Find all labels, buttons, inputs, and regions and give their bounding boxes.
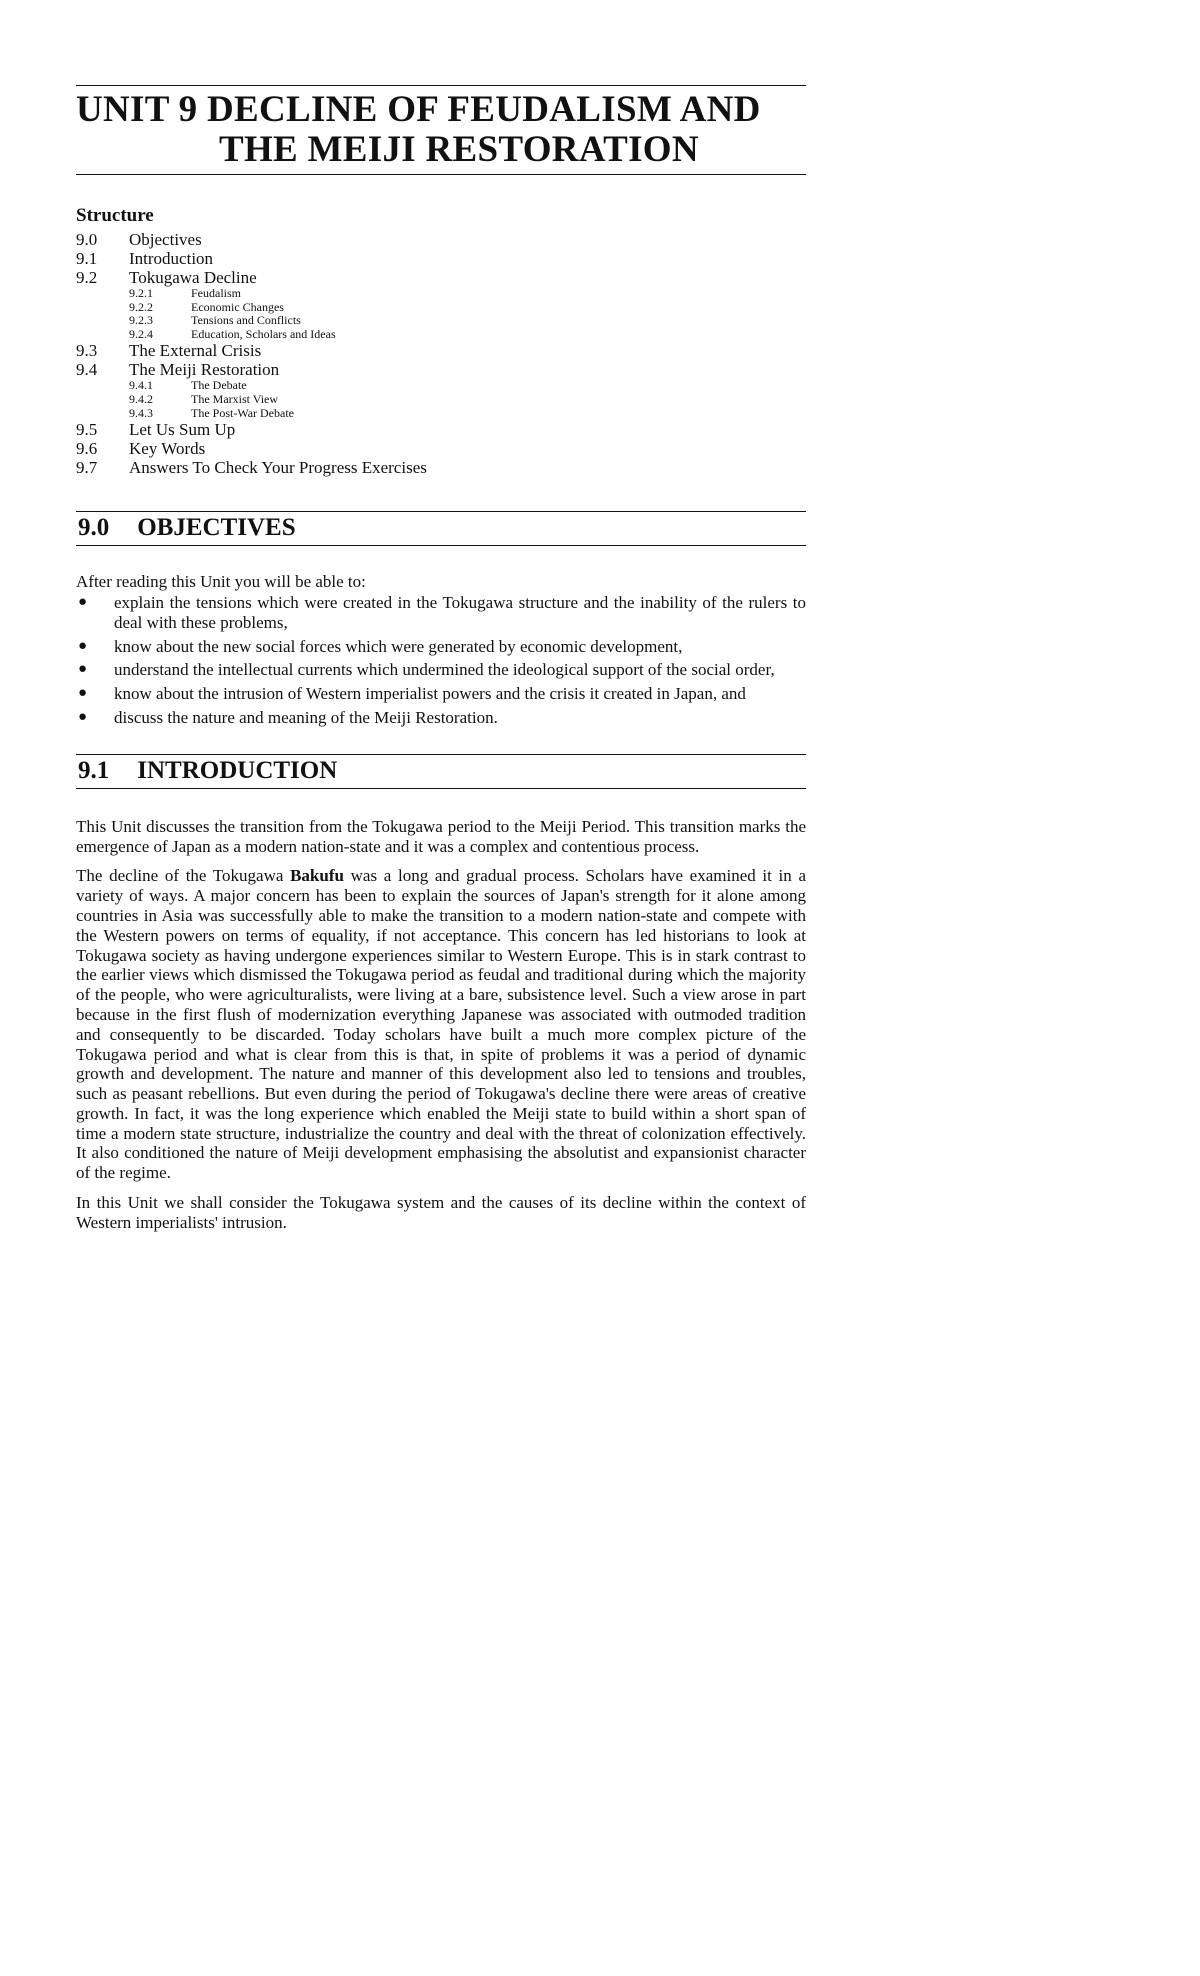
objective-text: understand the intellectual currents which undermined the ideological support of the social order, bbox=[114, 660, 775, 680]
toc-subitem bbox=[76, 301, 806, 315]
paragraph: In this Unit we shall consider the Tokugawa system and the causes of its decline within the context of Western imperialists' intrusion. bbox=[76, 1193, 806, 1232]
objectives-list bbox=[76, 593, 806, 728]
unit-title bbox=[76, 90, 806, 170]
toc-item bbox=[76, 341, 806, 360]
toc-subnum: 9.2.2 bbox=[129, 299, 153, 314]
toc-sublabel: Education, Scholars and Ideas bbox=[191, 326, 336, 341]
bold-term: Bakufu bbox=[290, 866, 344, 886]
toc-label: The External Crisis bbox=[129, 341, 262, 361]
list-item bbox=[76, 708, 806, 728]
paragraph: This Unit discusses the transition from the Tokugawa period to the Meiji Period. This transition marks the emergence of Japan as a modern nation-state and it was a complex and contentious process. bbox=[76, 816, 806, 856]
toc-label: Key Words bbox=[129, 439, 206, 459]
objective-text: know about the new social forces which were generated by economic development, bbox=[114, 636, 683, 656]
toc-num: 9.7 bbox=[76, 458, 98, 478]
bullet-icon: ● bbox=[78, 661, 88, 678]
title-top-rule bbox=[76, 85, 806, 86]
toc-label: Let Us Sum Up bbox=[129, 420, 236, 440]
list-item bbox=[76, 637, 806, 657]
toc-sublabel: Economic Changes bbox=[191, 299, 284, 314]
toc-item bbox=[76, 360, 806, 379]
toc-subitem bbox=[76, 328, 806, 342]
toc-sublabel: Tensions and Conflicts bbox=[191, 313, 301, 328]
toc-subnum: 9.2.1 bbox=[129, 286, 153, 300]
unit-title-line2: THE MEIJI RESTORATION bbox=[219, 129, 699, 170]
introduction-bottom-rule bbox=[76, 788, 806, 789]
paragraph-text: The decline of the Tokugawa bbox=[76, 866, 291, 886]
toc-subnum: 9.4.1 bbox=[129, 378, 153, 393]
toc-subnum: 9.2.4 bbox=[129, 326, 153, 341]
objective-text: discuss the nature and meaning of the Meiji Restoration. bbox=[114, 707, 498, 727]
section-title: INTRODUCTION bbox=[137, 756, 338, 784]
toc-subitem bbox=[76, 379, 806, 393]
toc-subitem bbox=[76, 287, 806, 301]
introduction-heading bbox=[76, 755, 806, 788]
toc-subnum: 9.4.2 bbox=[129, 391, 153, 406]
toc-item bbox=[76, 420, 806, 439]
paragraph bbox=[76, 866, 806, 1183]
toc-subnum: 9.4.3 bbox=[129, 405, 153, 420]
toc-label: The Meiji Restoration bbox=[129, 360, 280, 380]
toc-label: Answers To Check Your Progress Exercises bbox=[129, 458, 427, 478]
objectives-intro: After reading this Unit you will be able to: bbox=[76, 572, 366, 592]
document-page bbox=[76, 85, 806, 1243]
section-number: 9.1 bbox=[78, 756, 110, 784]
toc-item bbox=[76, 439, 806, 458]
toc-subitem bbox=[76, 393, 806, 407]
toc-num: 9.6 bbox=[76, 439, 98, 459]
toc-subitem bbox=[76, 407, 806, 421]
toc-subitem bbox=[76, 314, 806, 328]
list-item bbox=[76, 684, 806, 704]
list-item bbox=[76, 660, 806, 680]
toc-sublabel: The Debate bbox=[191, 378, 247, 393]
toc-label: Introduction bbox=[129, 249, 214, 268]
toc-num: 9.1 bbox=[76, 249, 98, 268]
bullet-icon: ● bbox=[78, 685, 88, 702]
toc-label: Objectives bbox=[129, 230, 202, 249]
toc-num: 9.5 bbox=[76, 420, 98, 440]
bullet-icon: ● bbox=[78, 708, 88, 725]
toc-num: 9.3 bbox=[76, 341, 98, 361]
title-bottom-rule bbox=[76, 174, 806, 175]
toc-sublabel: The Marxist View bbox=[191, 391, 279, 406]
structure-heading: Structure bbox=[76, 205, 154, 226]
toc-num: 9.2 bbox=[76, 268, 98, 287]
list-item bbox=[76, 593, 806, 633]
toc-label: Tokugawa Decline bbox=[129, 268, 257, 287]
toc-item bbox=[76, 458, 806, 477]
introduction-body bbox=[76, 817, 806, 1233]
table-of-contents bbox=[76, 230, 806, 477]
toc-sublabel: Feudalism bbox=[191, 286, 241, 300]
section-title: OBJECTIVES bbox=[137, 514, 296, 542]
unit-title-line1: UNIT 9 DECLINE OF FEUDALISM AND bbox=[76, 89, 761, 130]
toc-item bbox=[76, 249, 806, 268]
objective-text: know about the intrusion of Western imperialist powers and the crisis it created in Japan, and bbox=[114, 684, 746, 704]
paragraph-text: was a long and gradual process. Scholars have examined it in a variety of ways. A major concern has been to explain the sources of Japan's strength for it alone among countries in Asia was successfully able to make the transition to a modern nation-state and compete with the Western powers on terms of equality, if not acceptance. This concern has led historians to look at Tokugawa society as having undergone experiences similar to Western Europe. This is in stark contrast to the earlier views which dismissed the Tokugawa period as feudal and traditional during which the majority of the people, who were agriculturalists, were living at a bare, subsistence level. Such a view arose in part because in the first flush of modernization everything Japanese was associated with outmoded tradition and consequently to be discarded. Today scholars have built a much more complex picture of the Tokugawa period and what is clear from this is that, in spite of problems it was a period of dynamic growth and development. The nature and manner of this development also led to tensions and troubles, such as peasant rebellions. But even during the period of Tokugawa's decline there were areas of creative growth. In fact, it was the long experience which enabled the Meiji state to build within a short span of time a modern state structure, industrialize the country and deal with the threat of colonization effectively. It also conditioned the nature of Meiji development emphasising the absolutist and expansionist character of the regime. bbox=[76, 866, 806, 1183]
toc-item bbox=[76, 230, 806, 249]
section-number: 9.0 bbox=[78, 514, 110, 542]
bullet-icon: ● bbox=[78, 593, 88, 610]
objectives-heading bbox=[76, 512, 806, 545]
toc-num: 9.4 bbox=[76, 360, 98, 380]
toc-subnum: 9.2.3 bbox=[129, 313, 153, 328]
toc-item bbox=[76, 268, 806, 287]
toc-num: 9.0 bbox=[76, 230, 98, 249]
objective-text: explain the tensions which were created in the Tokugawa structure and the inability of the rulers to deal with these problems, bbox=[114, 592, 806, 632]
bullet-icon: ● bbox=[78, 637, 88, 654]
toc-sublabel: The Post-War Debate bbox=[191, 405, 294, 420]
objectives-bottom-rule bbox=[76, 545, 806, 546]
